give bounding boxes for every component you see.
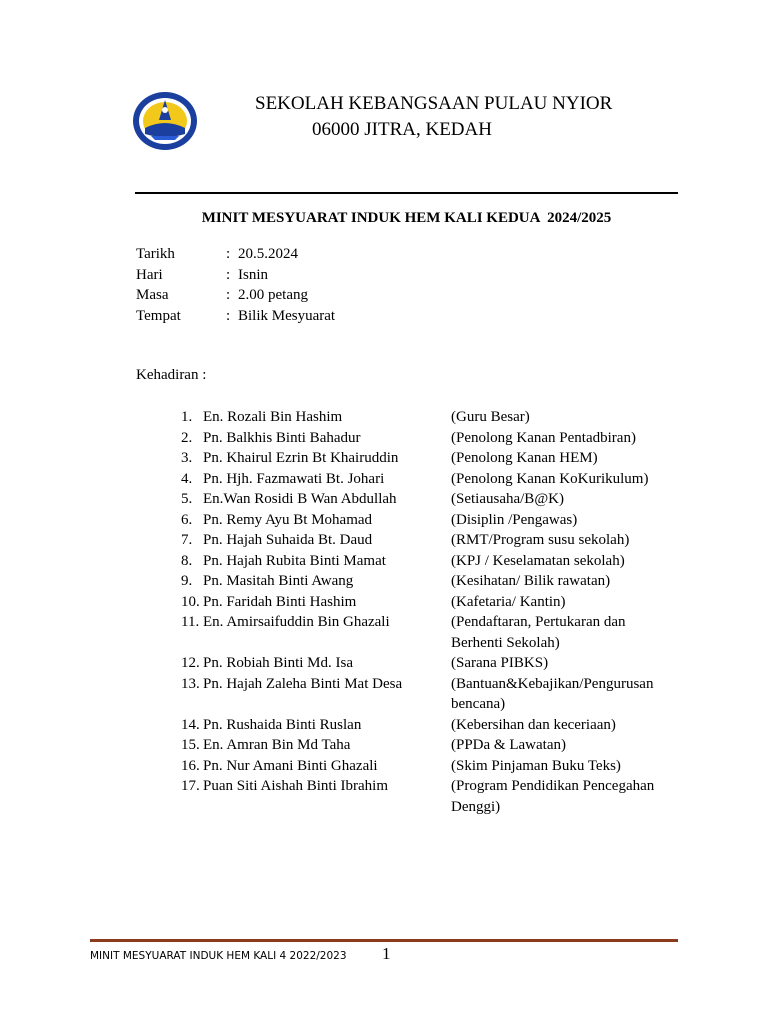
list-item <box>181 448 681 469</box>
item-number: 14. <box>181 716 200 733</box>
list-item <box>181 407 681 428</box>
attendee-role: (Kafetaria/ Kantin) <box>451 593 566 610</box>
attendee-role: (Disiplin /Pengawas) <box>451 511 578 528</box>
attendee-role: (Guru Besar) <box>451 409 530 425</box>
meta-value: Isnin <box>238 266 268 283</box>
item-number: 16. <box>181 757 200 774</box>
header-divider <box>135 192 678 194</box>
document-title: MINIT MESYUARAT INDUK HEM KALI KEDUA 2024/2025 <box>201 210 612 226</box>
attendee-name: En.Wan Rosidi B Wan Abdullah <box>203 491 397 507</box>
meeting-details <box>136 244 335 326</box>
list-item <box>181 592 681 613</box>
list-item <box>181 428 681 449</box>
meta-colon: : <box>226 287 231 303</box>
meta-value: 2.00 petang <box>238 287 308 303</box>
meta-colon: : <box>226 307 231 324</box>
meta-colon: : <box>226 266 231 283</box>
attendee-name: Pn. Robiah Binti Md. Isa <box>203 655 354 671</box>
meta-value: Bilik Mesyuarat <box>238 307 336 324</box>
item-number: 2. <box>181 429 193 446</box>
meta-label: Masa <box>136 287 169 303</box>
item-number: 3. <box>181 450 193 466</box>
attendee-role: (RMT/Program susu sekolah) <box>451 532 630 548</box>
list-item <box>181 510 681 531</box>
attendee-name: Pn. Nur Amani Binti Ghazali <box>203 757 378 774</box>
meta-label: Tempat <box>136 307 181 324</box>
attendee-name: Pn. Masitah Binti Awang <box>203 573 354 589</box>
attendee-name: Pn. Hajah Rubita Binti Mamat <box>203 552 386 569</box>
list-item <box>181 674 681 715</box>
meta-value: 20.5.2024 <box>238 246 298 262</box>
list-item <box>181 776 681 817</box>
attendee-name: Pn. Khairul Ezrin Bt Khairuddin <box>203 450 399 466</box>
footer-text: MINIT MESYUARAT INDUK HEM KALI 4 2022/2023 <box>90 950 347 962</box>
attendee-name: En. Amran Bin Md Taha <box>203 737 351 753</box>
attendance-list <box>181 407 681 817</box>
attendee-role: (Bantuan&Kebajikan/Pengurusan bencana) <box>451 675 654 712</box>
school-crest-icon <box>131 90 199 152</box>
item-number: 7. <box>181 532 193 548</box>
attendee-role: (Penolong Kanan KoKurikulum) <box>451 470 649 487</box>
attendee-name: En. Rozali Bin Hashim <box>203 409 343 425</box>
list-item <box>181 530 681 551</box>
attendee-role: (Kesihatan/ Bilik rawatan) <box>451 573 611 589</box>
page-number: 1 <box>382 944 391 963</box>
item-number: 10. <box>181 593 200 610</box>
school-address: 06000 JITRA, KEDAH <box>312 119 492 140</box>
list-item <box>181 715 681 736</box>
attendee-name: Puan Siti Aishah Binti Ibrahim <box>203 778 389 794</box>
attendee-name: Pn. Hajah Zaleha Binti Mat Desa <box>203 675 403 692</box>
item-number: 6. <box>181 511 193 528</box>
attendee-role: (Penolong Kanan Pentadbiran) <box>451 429 636 446</box>
item-number: 8. <box>181 552 193 569</box>
attendee-name: Pn. Hajah Suhaida Bt. Daud <box>203 532 373 548</box>
footer-divider <box>90 939 678 942</box>
meta-label: Tarikh <box>136 246 175 262</box>
attendee-name: Pn. Hjh. Fazmawati Bt. Johari <box>203 470 385 487</box>
meta-row-date <box>136 244 335 265</box>
attendee-role: (Skim Pinjaman Buku Teks) <box>451 757 621 774</box>
list-item <box>181 571 681 592</box>
attendee-name: Pn. Rushaida Binti Ruslan <box>203 716 362 733</box>
item-number: 11. <box>181 614 200 630</box>
meta-row-day <box>136 265 335 286</box>
item-number: 4. <box>181 470 193 487</box>
attendee-role: (Sarana PIBKS) <box>451 655 549 671</box>
attendee-role: (Program Pendidikan Pencegahan Denggi) <box>451 778 655 815</box>
attendee-role: (Penolong Kanan HEM) <box>451 450 598 466</box>
item-number: 15. <box>181 737 200 753</box>
list-item <box>181 756 681 777</box>
item-number: 13. <box>181 675 200 692</box>
list-item <box>181 469 681 490</box>
attendee-role: (PPDa & Lawatan) <box>451 737 566 753</box>
item-number: 5. <box>181 491 193 507</box>
attendee-name: En. Amirsaifuddin Bin Ghazali <box>203 614 390 630</box>
meta-row-time <box>136 285 335 306</box>
list-item <box>181 653 681 674</box>
item-number: 1. <box>181 409 193 425</box>
list-item <box>181 551 681 572</box>
attendee-name: Pn. Remy Ayu Bt Mohamad <box>203 511 373 528</box>
attendee-role: (Pendaftaran, Pertukaran dan Berhenti Sekolah) <box>451 614 626 651</box>
attendee-role: (Kebersihan dan keceriaan) <box>451 716 616 733</box>
item-number: 12. <box>181 655 200 671</box>
attendee-role: (KPJ / Keselamatan sekolah) <box>451 552 625 569</box>
list-item <box>181 612 681 653</box>
attendee-role: (Setiausaha/B@K) <box>451 491 564 507</box>
item-number: 9. <box>181 573 193 589</box>
meta-colon: : <box>226 246 231 262</box>
school-name: SEKOLAH KEBANGSAAN PULAU NYIOR <box>255 93 613 114</box>
list-item <box>181 735 681 756</box>
attendee-name: Pn. Balkhis Binti Bahadur <box>203 429 361 446</box>
attendee-name: Pn. Faridah Binti Hashim <box>203 593 357 610</box>
meta-row-venue <box>136 306 335 327</box>
list-item <box>181 489 681 510</box>
meta-label: Hari <box>136 266 163 283</box>
item-number: 17. <box>181 778 200 794</box>
attendance-heading: Kehadiran : <box>136 367 207 383</box>
